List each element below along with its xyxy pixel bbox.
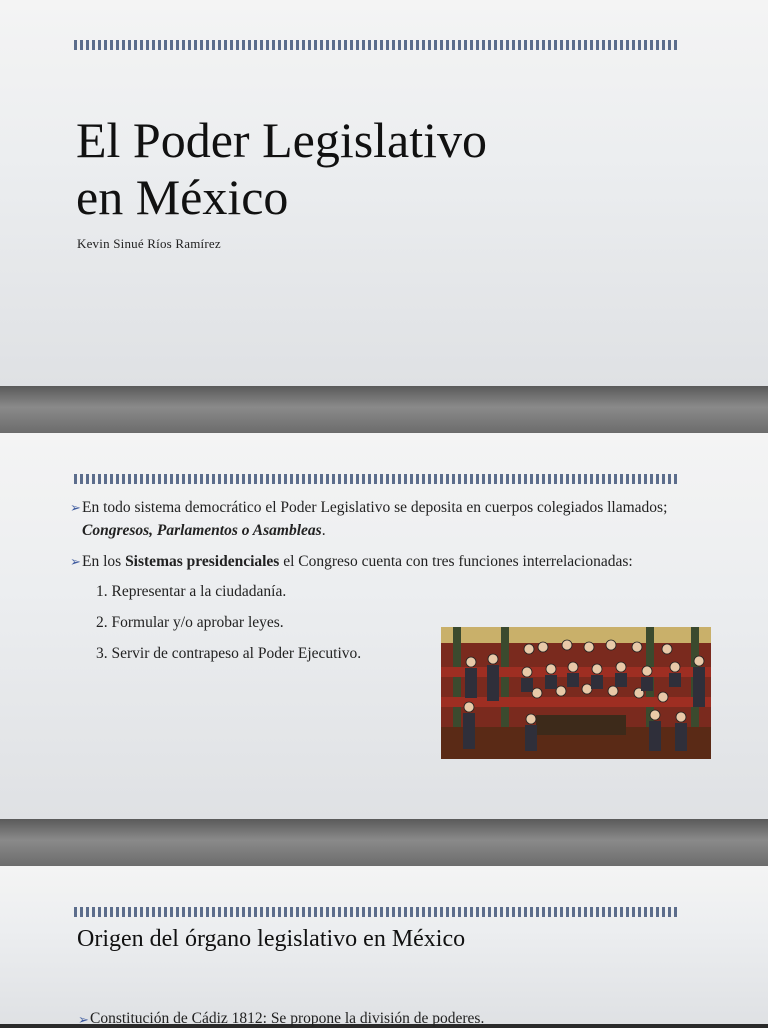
emphasis-presidential: Sistemas presidenciales — [125, 553, 280, 570]
slide-separator-1 — [0, 386, 768, 433]
slide-2-decorative-stripe — [74, 474, 678, 484]
bullet-presidential-systems: ➢ En los Sistemas presidenciales el Congreso cuenta con tres funciones interrelacionadas: — [70, 550, 740, 573]
bullet-congresses: ➢ En todo sistema democrático el Poder Legislativo se deposita en cuerpos colegiados llamados; Congresos, Parlamentos o Asambleas. — [70, 496, 740, 542]
function-item: 2. Formular y/o aprobar leyes. — [96, 614, 284, 631]
slide-3-title: Origen del órgano legislativo en México — [77, 926, 466, 952]
slide-1-title — [76, 112, 487, 226]
emphasis-congresses: Congresos, Parlamentos o Asambleas — [82, 522, 322, 539]
slide-1 — [0, 0, 768, 386]
arrow-bullet-icon: ➢ — [78, 1012, 89, 1027]
congress-cartoon-image — [441, 627, 711, 759]
arrow-bullet-icon: ➢ — [70, 554, 81, 569]
title-line-1: El Poder Legislativo — [76, 112, 488, 168]
function-item: 1. Representar a la ciudadanía. — [96, 583, 287, 600]
bullet-cadiz-constitution: ➢ Constitución de Cádiz 1812: Se propone la división de poderes. — [78, 1010, 485, 1027]
slide-separator-2 — [0, 819, 768, 866]
function-item: 3. Servir de contrapeso al Poder Ejecutivo. — [96, 645, 362, 662]
functions-list — [96, 582, 361, 675]
author-name: Kevin Sinué Ríos Ramírez — [77, 236, 221, 251]
title-line-2: en México — [76, 169, 289, 225]
arrow-bullet-icon: ➢ — [70, 500, 81, 515]
slide-1-decorative-stripe — [74, 40, 678, 50]
slide-2-bullets — [70, 496, 740, 581]
slide-3-decorative-stripe — [74, 907, 678, 917]
